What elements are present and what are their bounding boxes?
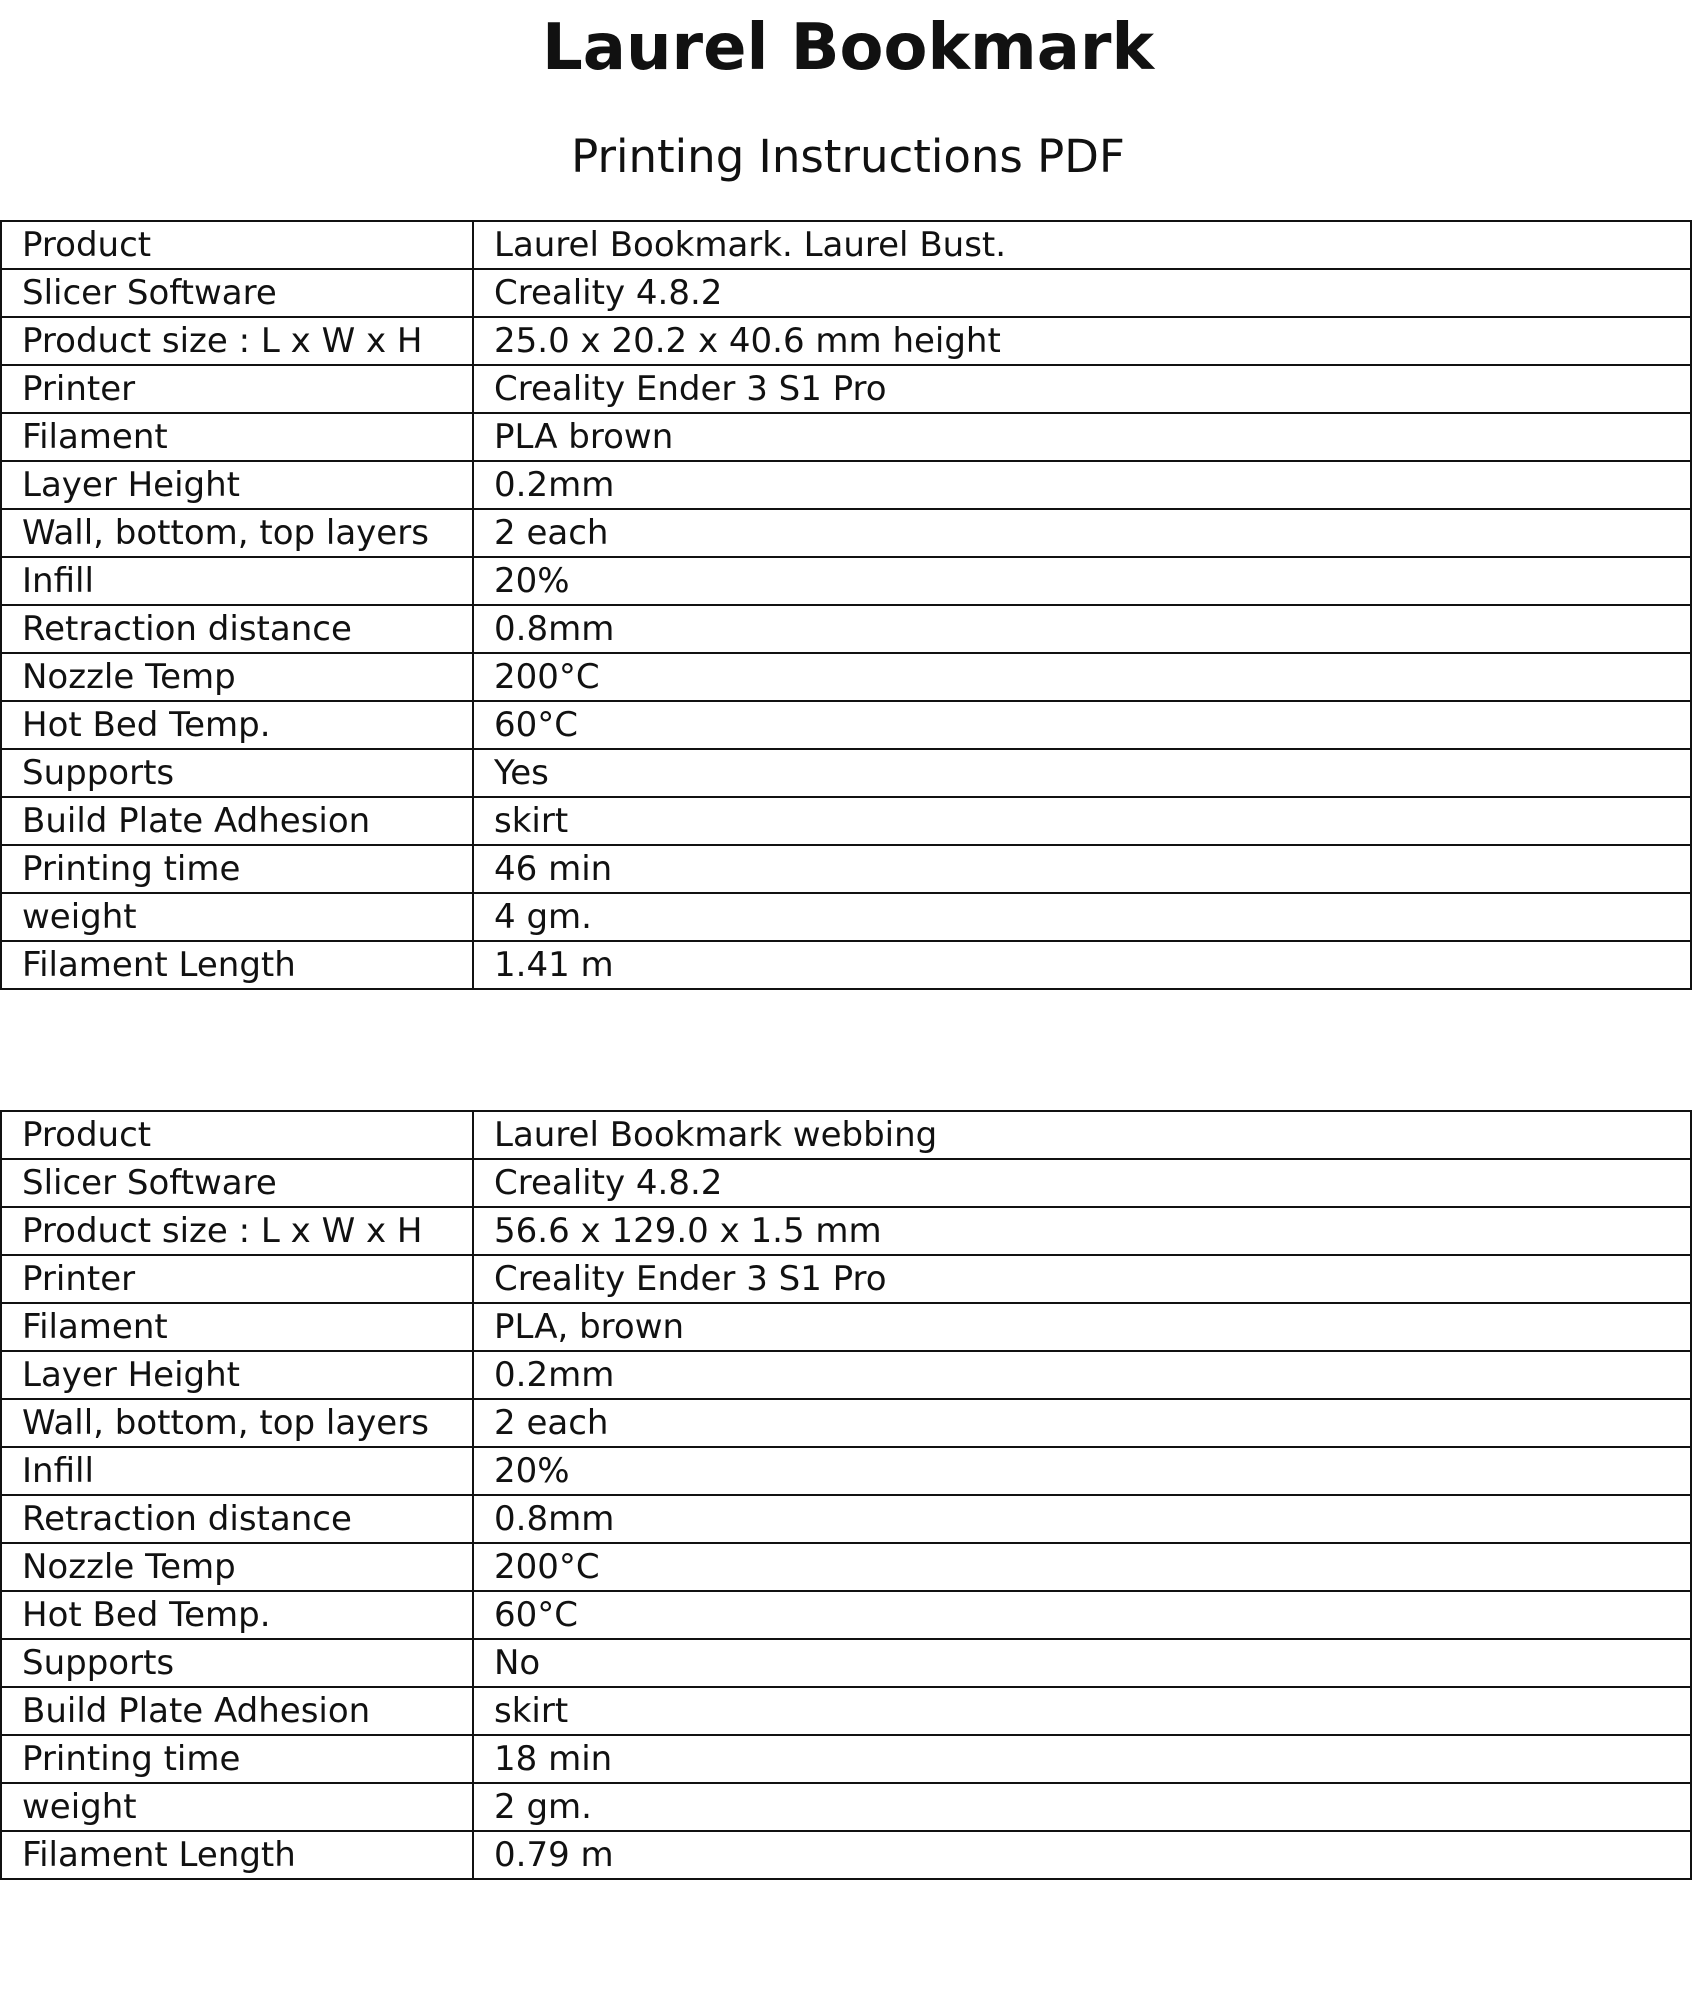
table-row (1, 845, 1691, 893)
table-row (1, 461, 1691, 509)
table-row (1, 1351, 1691, 1399)
table-row (1, 221, 1691, 269)
table-row (1, 1495, 1691, 1543)
row-label: Printing time (1, 1735, 473, 1783)
row-label: Product size : L x W x H (1, 1207, 473, 1255)
table-row (1, 317, 1691, 365)
row-value: 0.79 m (473, 1831, 1691, 1879)
table-row (1, 1447, 1691, 1495)
table-row (1, 701, 1691, 749)
row-label: Nozzle Temp (1, 1543, 473, 1591)
row-label: Product (1, 221, 473, 269)
row-value: Creality Ender 3 S1 Pro (473, 365, 1691, 413)
row-value: 20% (473, 1447, 1691, 1495)
table-row (1, 1543, 1691, 1591)
row-label: Retraction distance (1, 605, 473, 653)
row-label: Filament Length (1, 941, 473, 989)
row-value: 60°C (473, 1591, 1691, 1639)
row-value: 2 each (473, 1399, 1691, 1447)
row-label: Build Plate Adhesion (1, 1687, 473, 1735)
table-row (1, 1111, 1691, 1159)
row-value: skirt (473, 1687, 1691, 1735)
table-row (1, 1303, 1691, 1351)
row-value: 4 gm. (473, 893, 1691, 941)
table-row (1, 653, 1691, 701)
row-value: PLA brown (473, 413, 1691, 461)
page-title: Laurel Bookmark (542, 11, 1154, 85)
row-label: Printing time (1, 845, 473, 893)
row-value: Laurel Bookmark. Laurel Bust. (473, 221, 1691, 269)
row-label: Filament (1, 1303, 473, 1351)
row-value: 1.41 m (473, 941, 1691, 989)
row-label: Retraction distance (1, 1495, 473, 1543)
row-label: Product (1, 1111, 473, 1159)
table-row (1, 1159, 1691, 1207)
table-row (1, 1639, 1691, 1687)
row-value: 200°C (473, 653, 1691, 701)
table-row (1, 365, 1691, 413)
table-row (1, 1831, 1691, 1879)
table-row (1, 1255, 1691, 1303)
spec-table-body (1, 1111, 1691, 1879)
table-row (1, 893, 1691, 941)
row-value: 0.2mm (473, 461, 1691, 509)
table-row (1, 941, 1691, 989)
row-value: 2 each (473, 509, 1691, 557)
row-label: Wall, bottom, top layers (1, 1399, 473, 1447)
row-value: skirt (473, 797, 1691, 845)
row-label: Product size : L x W x H (1, 317, 473, 365)
row-label: Build Plate Adhesion (1, 797, 473, 845)
table-row (1, 269, 1691, 317)
row-value: 0.8mm (473, 605, 1691, 653)
row-value: 0.2mm (473, 1351, 1691, 1399)
table-row (1, 1591, 1691, 1639)
table-row (1, 1399, 1691, 1447)
table-row (1, 749, 1691, 797)
table-row (1, 797, 1691, 845)
row-value: 56.6 x 129.0 x 1.5 mm (473, 1207, 1691, 1255)
row-value: 46 min (473, 845, 1691, 893)
row-label: Slicer Software (1, 1159, 473, 1207)
row-value: 200°C (473, 1543, 1691, 1591)
row-value: PLA, brown (473, 1303, 1691, 1351)
table-row (1, 413, 1691, 461)
row-value: Laurel Bookmark webbing (473, 1111, 1691, 1159)
row-label: Nozzle Temp (1, 653, 473, 701)
row-value: 2 gm. (473, 1783, 1691, 1831)
row-label: Wall, bottom, top layers (1, 509, 473, 557)
table-row (1, 509, 1691, 557)
row-label: Layer Height (1, 1351, 473, 1399)
spec-table (0, 1110, 1692, 1880)
row-value: No (473, 1639, 1691, 1687)
row-value: 0.8mm (473, 1495, 1691, 1543)
row-value: 25.0 x 20.2 x 40.6 mm height (473, 317, 1691, 365)
page-subtitle: Printing Instructions PDF (571, 130, 1125, 183)
row-label: weight (1, 1783, 473, 1831)
row-value: 60°C (473, 701, 1691, 749)
row-label: weight (1, 893, 473, 941)
spec-table (0, 220, 1692, 990)
table-row (1, 1735, 1691, 1783)
row-label: Infill (1, 1447, 473, 1495)
row-label: Supports (1, 1639, 473, 1687)
row-label: Hot Bed Temp. (1, 701, 473, 749)
table-row (1, 557, 1691, 605)
row-label: Hot Bed Temp. (1, 1591, 473, 1639)
row-label: Layer Height (1, 461, 473, 509)
row-value: Creality Ender 3 S1 Pro (473, 1255, 1691, 1303)
table-row (1, 1687, 1691, 1735)
row-value: 18 min (473, 1735, 1691, 1783)
table-row (1, 605, 1691, 653)
row-label: Filament (1, 413, 473, 461)
row-label: Filament Length (1, 1831, 473, 1879)
row-label: Slicer Software (1, 269, 473, 317)
row-label: Printer (1, 1255, 473, 1303)
row-label: Supports (1, 749, 473, 797)
row-value: Creality 4.8.2 (473, 1159, 1691, 1207)
row-value: Yes (473, 749, 1691, 797)
row-label: Infill (1, 557, 473, 605)
row-value: Creality 4.8.2 (473, 269, 1691, 317)
row-value: 20% (473, 557, 1691, 605)
table-row (1, 1207, 1691, 1255)
table-row (1, 1783, 1691, 1831)
spec-table-body (1, 221, 1691, 989)
row-label: Printer (1, 365, 473, 413)
